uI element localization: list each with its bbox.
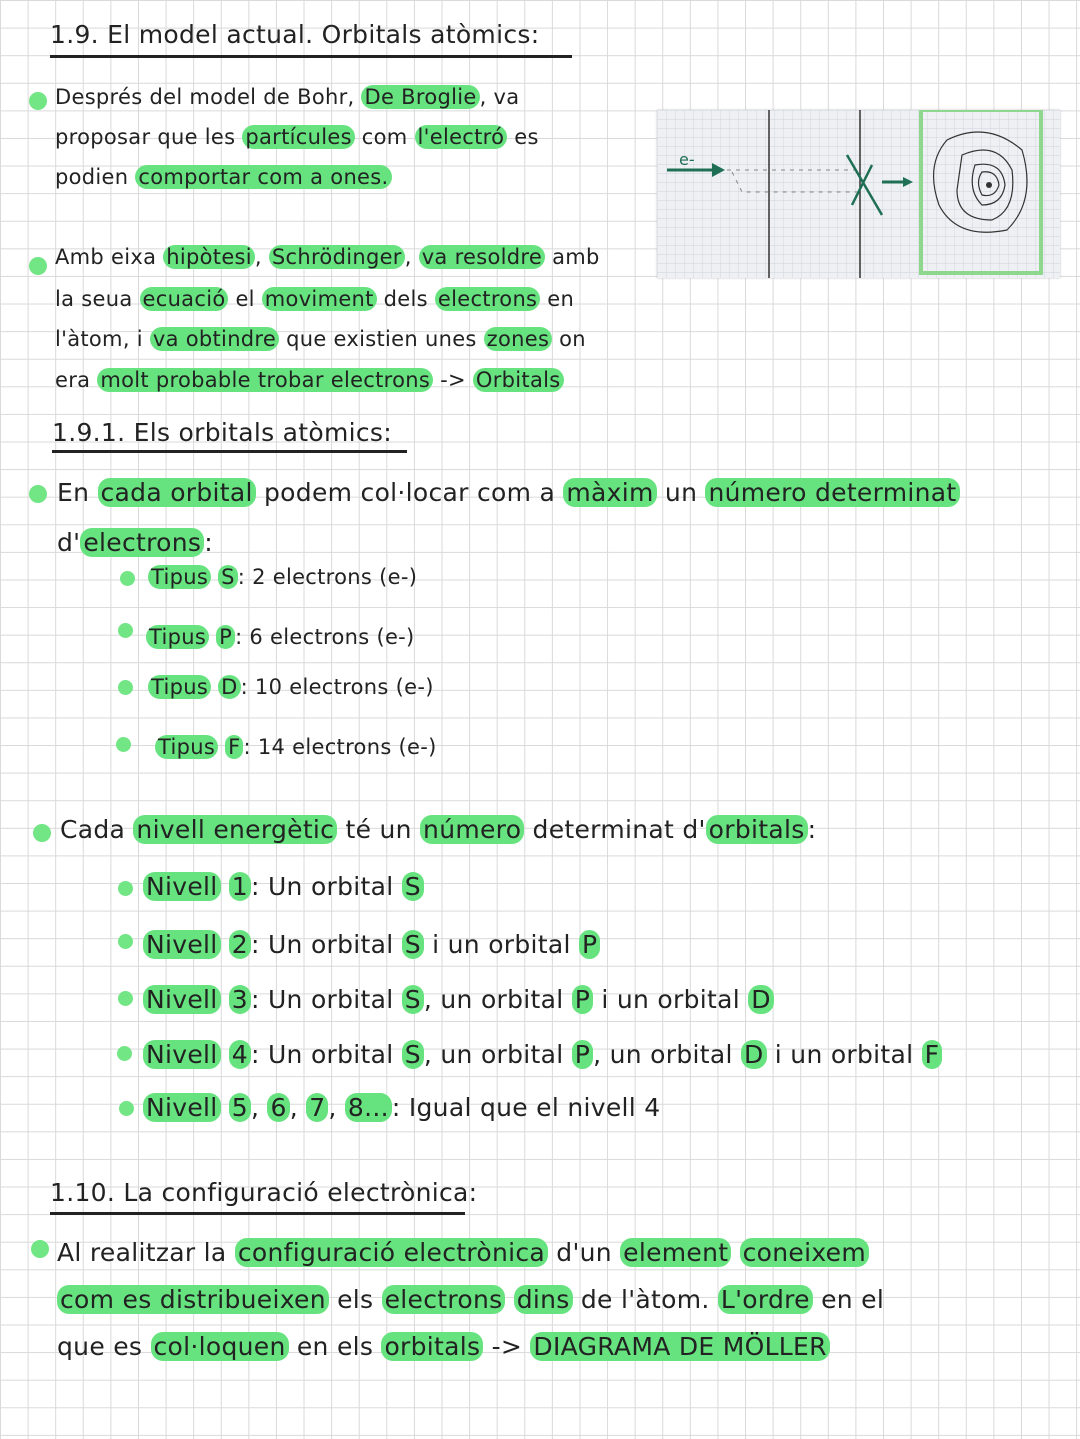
text-segment: , un orbital (423, 1040, 572, 1069)
highlighted-text: Nivell (143, 930, 221, 959)
text-segment: podien (55, 165, 136, 189)
highlighted-text: 2 (229, 930, 251, 959)
highlighted-text: De Broglie (361, 85, 479, 109)
bullet-icon (116, 737, 131, 752)
highlighted-text: S (402, 1040, 424, 1069)
text-segment: d'un (548, 1238, 621, 1267)
bullet-icon (33, 824, 51, 842)
highlighted-text: Nivell (143, 985, 221, 1014)
text-segment: podem col·locar com a (255, 478, 564, 507)
bullet-icon (120, 571, 135, 586)
text-line (55, 287, 574, 311)
highlighted-text: 7 (306, 1093, 328, 1122)
bullet-icon (117, 1046, 132, 1061)
electron-diffraction-diagram (657, 110, 1060, 278)
highlighted-text: cada orbital (98, 478, 256, 507)
highlighted-text: 5 (229, 1093, 251, 1122)
highlighted-text: número (420, 815, 524, 844)
highlighted-text: S (402, 930, 424, 959)
highlighted-text: Tipus (148, 675, 211, 699)
text-segment: en (540, 287, 575, 311)
text-line (143, 872, 424, 901)
electron-label: e- (679, 150, 695, 169)
highlighted-text: electrons (80, 528, 204, 557)
text-line (57, 1238, 869, 1267)
highlighted-text: configuració electrònica (235, 1238, 548, 1267)
text-segment: : Un orbital (250, 1040, 402, 1069)
bullet-icon (119, 1101, 134, 1116)
highlighted-text: 8... (345, 1093, 392, 1122)
text-line (143, 985, 774, 1014)
highlighted-text: col·loquen (151, 1332, 289, 1361)
text-segment: : (204, 528, 213, 557)
text-segment: -> (483, 1332, 531, 1361)
bullet-icon (29, 92, 47, 110)
text-segment: , un orbital (423, 985, 572, 1014)
highlighted-text: comportar com a ones. (135, 165, 391, 189)
highlighted-text: electrons (382, 1285, 506, 1314)
text-segment (221, 930, 229, 959)
highlighted-text: hipòtesi (163, 245, 255, 269)
highlighted-text: element (620, 1238, 731, 1267)
bullet-icon (118, 881, 133, 896)
highlighted-text: Tipus (146, 625, 209, 649)
text-line (57, 528, 213, 557)
highlighted-text: F (922, 1040, 943, 1069)
highlighted-text: zones (484, 327, 553, 351)
bullet-icon (29, 485, 47, 503)
text-segment: , (250, 1093, 268, 1122)
text-segment: -> (433, 368, 473, 392)
highlighted-text: 1 (229, 872, 251, 901)
highlighted-text: Nivell (143, 872, 221, 901)
diagram-image (657, 110, 1060, 278)
highlighted-text: D (748, 985, 774, 1014)
highlighted-text: orbitals (706, 815, 808, 844)
text-segment: : (807, 815, 817, 844)
text-segment: es (507, 125, 539, 149)
highlighted-text: 3 (229, 985, 251, 1014)
highlighted-text: com es distribueixen (57, 1285, 329, 1314)
text-line (143, 930, 600, 959)
text-segment: i un orbital (593, 985, 749, 1014)
text-segment: el (228, 287, 262, 311)
text-segment: i un orbital (766, 1040, 922, 1069)
highlighted-text: partícules (242, 125, 354, 149)
text-segment: : Un orbital (250, 872, 402, 901)
text-segment (731, 1238, 739, 1267)
text-segment: proposar que les (55, 125, 243, 149)
section-title-1-10: 1.10. La configuració electrònica: (50, 1178, 478, 1207)
highlighted-text: S (402, 872, 424, 901)
text-segment: determinat d' (524, 815, 706, 844)
text-segment: : Un orbital (250, 985, 402, 1014)
section-title-1-9-1: 1.9.1. Els orbitals atòmics: (52, 418, 392, 447)
text-segment: i un orbital (423, 930, 580, 959)
text-segment: els (328, 1285, 382, 1314)
highlighted-text: Nivell (143, 1093, 221, 1122)
highlighted-text: orbitals (381, 1332, 483, 1361)
section-title-1-9: 1.9. El model actual. Orbitals atòmics: (50, 20, 540, 49)
text-segment: : 14 electrons (e-) (243, 735, 437, 759)
text-line (57, 1285, 884, 1314)
highlighted-text: coneixem (740, 1238, 869, 1267)
highlighted-text: DIAGRAMA DE MÖLLER (530, 1332, 829, 1361)
text-line (143, 1093, 660, 1122)
highlighted-text: Nivell (143, 1040, 221, 1069)
text-segment: era (55, 368, 98, 392)
text-segment: on (552, 327, 586, 351)
text-segment: dels (376, 287, 435, 311)
text-segment: Amb eixa (55, 245, 164, 269)
text-segment: que es (57, 1332, 151, 1361)
highlighted-text: 6 (267, 1093, 289, 1122)
highlighted-text: nivell energètic (133, 815, 337, 844)
highlighted-text: molt probable trobar electrons (97, 368, 433, 392)
text-segment: té un (337, 815, 421, 844)
title-underline (50, 55, 572, 58)
highlighted-text: S (218, 565, 238, 589)
highlighted-text: electrons (435, 287, 540, 311)
text-line (57, 1332, 830, 1361)
text-segment: un (656, 478, 706, 507)
text-line (148, 565, 417, 589)
bullet-icon (29, 257, 47, 275)
highlighted-text: D (218, 675, 240, 699)
text-segment (221, 1040, 229, 1069)
highlighted-text: Tipus (155, 735, 218, 759)
text-segment: en el (812, 1285, 885, 1314)
text-segment: : 2 electrons (e-) (237, 565, 418, 589)
text-line (146, 625, 415, 649)
highlighted-text: dins (514, 1285, 573, 1314)
text-segment: Després del model de Bohr, (55, 85, 362, 109)
text-line (60, 815, 816, 844)
text-line (55, 165, 392, 189)
highlighted-text: P (579, 930, 600, 959)
text-segment: l'àtom, i (55, 327, 150, 351)
text-segment: Al realitzar la (57, 1238, 235, 1267)
text-segment: que existien unes (279, 327, 484, 351)
bullet-icon (118, 680, 133, 695)
text-segment (221, 872, 229, 901)
text-segment (221, 985, 229, 1014)
text-line (55, 85, 519, 109)
text-segment: , un orbital (593, 1040, 741, 1069)
text-segment: , (289, 1093, 307, 1122)
highlighted-text: número determinat (705, 478, 959, 507)
text-segment: : Igual que el nivell 4 (391, 1093, 661, 1122)
text-line (148, 675, 434, 699)
bullet-icon (31, 1240, 49, 1258)
text-segment: d' (57, 528, 81, 557)
text-line (55, 245, 600, 269)
highlighted-text: L'ordre (718, 1285, 813, 1314)
text-segment: : 6 electrons (e-) (235, 625, 415, 649)
text-line (55, 368, 564, 392)
text-segment: Cada (60, 815, 134, 844)
highlighted-text: va resoldre (419, 245, 545, 269)
highlighted-text: Schrödinger (269, 245, 405, 269)
text-line (57, 478, 960, 507)
text-segment: En (57, 478, 98, 507)
highlighted-text: l'electró (415, 125, 508, 149)
bullet-icon (118, 934, 133, 949)
bullet-icon (118, 623, 133, 638)
text-segment: en els (288, 1332, 382, 1361)
highlighted-text: P (572, 1040, 593, 1069)
text-line (143, 1040, 942, 1069)
text-segment: , va (479, 85, 520, 109)
text-segment: amb (545, 245, 600, 269)
text-segment (505, 1285, 513, 1314)
text-segment: : Un orbital (250, 930, 402, 959)
highlighted-text: Orbitals (473, 368, 564, 392)
text-segment: , (404, 245, 419, 269)
text-segment: , (254, 245, 269, 269)
highlighted-text: ecuació (140, 287, 229, 311)
highlighted-text: D (741, 1040, 767, 1069)
highlighted-text: P (216, 625, 235, 649)
text-line (155, 735, 437, 759)
highlighted-text: 4 (229, 1040, 251, 1069)
text-segment: , (328, 1093, 345, 1122)
highlighted-text: màxim (563, 478, 656, 507)
text-segment (221, 1093, 229, 1122)
highlighted-text: P (572, 985, 593, 1014)
text-segment: : 10 electrons (e-) (240, 675, 434, 699)
bullet-icon (118, 991, 133, 1006)
text-line (55, 125, 539, 149)
title-underline (52, 450, 407, 453)
highlighted-text: F (225, 735, 243, 759)
text-segment: de l'àtom. (572, 1285, 718, 1314)
text-segment: la seua (55, 287, 140, 311)
text-segment: com (354, 125, 415, 149)
title-underline (50, 1212, 465, 1215)
highlighted-text: moviment (262, 287, 377, 311)
highlighted-text: va obtindre (150, 327, 279, 351)
highlighted-text: Tipus (148, 565, 211, 589)
highlighted-text: S (402, 985, 424, 1014)
text-line (55, 327, 586, 351)
